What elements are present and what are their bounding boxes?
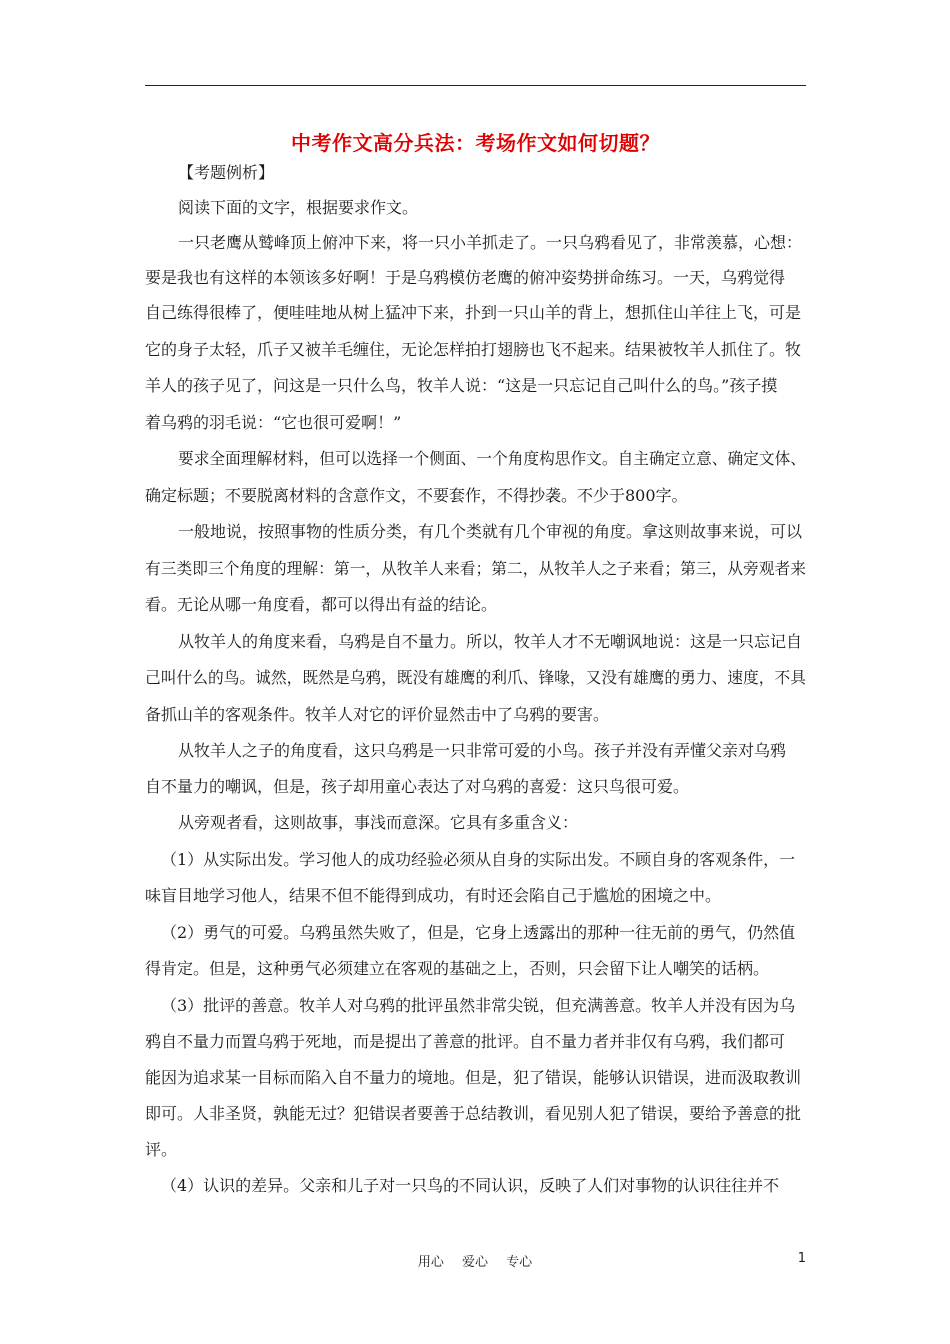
text-line: 一般地说，按照事物的性质分类，有几个类就有几个审视的角度。拿这则故事来说，可以 <box>178 522 803 541</box>
text-line: 备抓山羊的客观条件。牧羊人对它的评价显然击中了乌鸦的要害。 <box>145 705 610 724</box>
text-line: 一只老鹰从鹫峰顶上俯冲下来，将一只小羊抓走了。一只乌鸦看见了，非常羡慕，心想： <box>178 233 803 252</box>
text-line: （1）从实际出发。学习他人的成功经验必须从自身的实际出发。不顾自身的客观条件，一 <box>161 850 796 869</box>
text-line: 能因为追求某一目标而陷入自不量力的境地。但是，犯了错误，能够认识错误，进而汲取教训 <box>145 1068 802 1087</box>
header-rule <box>145 85 806 86</box>
text-line: 着乌鸦的羽毛说：“它也很可爱啊！” <box>145 413 402 432</box>
text-line: 要是我也有这样的本领该多好啊！于是乌鸦模仿老鹰的俯冲姿势拼命练习。一天，乌鸦觉得 <box>145 268 786 287</box>
text-line: 阅读下面的文字，根据要求作文。 <box>178 198 419 217</box>
text-line: 确定标题；不要脱离材料的含意作文，不要套作，不得抄袭。不少于800字。 <box>145 486 688 505</box>
text-line: 羊人的孩子见了，问这是一只什么鸟，牧羊人说：“这是一只忘记自己叫什么的鸟。”孩子摸 <box>145 376 778 395</box>
text-line: 要求全面理解材料，但可以选择一个侧面、一个角度构思作文。自主确定立意、确定文体、 <box>178 449 806 468</box>
text-line: 看。无论从哪一角度看，都可以得出有益的结论。 <box>145 595 498 614</box>
text-line: 味盲目地学习他人，结果不但不能得到成功，有时还会陷自己于尴尬的困境之中。 <box>145 886 722 905</box>
text-line: （4）认识的差异。父亲和儿子对一只鸟的不同认识，反映了人们对事物的认识往往并不 <box>161 1176 780 1195</box>
text-line: （2）勇气的可爱。乌鸦虽然失败了，但是，它身上透露出的那种一往无前的勇气，仍然值 <box>161 923 796 942</box>
footer-motto: 用心 爱心 专心 <box>417 1255 533 1270</box>
text-line: 自不量力的嘲讽，但是，孩子却用童心表达了对乌鸦的喜爱：这只鸟很可爱。 <box>145 777 690 796</box>
text-line: 鸦自不量力而置乌鸦于死地，而是提出了善意的批评。自不量力者并非仅有乌鸦，我们都可 <box>145 1032 786 1051</box>
text-line: 己叫什么的鸟。诚然，既然是乌鸦，既没有雄鹰的利爪、锋喙，又没有雄鹰的勇力、速度，不具 <box>145 668 806 687</box>
text-line: 它的身子太轻，爪子又被羊毛缠住，无论怎样拍打翅膀也飞不起来。结果被牧羊人抓住了。牧 <box>145 340 802 359</box>
text-line: 从旁观者看，这则故事，事浅而意深。它具有多重含义： <box>178 813 579 832</box>
text-line: （3）批评的善意。牧羊人对乌鸦的批评虽然非常尖锐，但充满善意。牧羊人并没有因为乌 <box>161 996 796 1015</box>
document-title: 中考作文高分兵法：考场作文如何切题？ <box>291 131 660 155</box>
text-line: 从牧羊人之子的角度看，这只乌鸦是一只非常可爱的小鸟。孩子并没有弄懂父亲对乌鸦 <box>178 741 787 760</box>
text-line: 得肯定。但是，这种勇气必须建立在客观的基础之上，否则，只会留下让人嘲笑的话柄。 <box>145 959 770 978</box>
text-line: 有三类即三个角度的理解：第一，从牧羊人来看；第二，从牧羊人之子来看；第三，从旁观者来 <box>145 559 806 578</box>
text-line: 【考题例析】 <box>178 163 275 182</box>
text-line: 评。 <box>145 1140 178 1159</box>
text-line: 从牧羊人的角度来看，乌鸦是自不量力。所以，牧羊人才不无嘲讽地说：这是一只忘记自 <box>178 632 803 651</box>
text-line: 即可。人非圣贤，孰能无过？犯错误者要善于总结教训，看见别人犯了错误，要给予善意的批 <box>145 1104 802 1123</box>
page-number: 1 <box>797 1251 806 1266</box>
text-line: 自己练得很棒了，便哇哇地从树上猛冲下来，扑到一只山羊的背上，想抓住山羊往上飞，可是 <box>145 303 802 322</box>
